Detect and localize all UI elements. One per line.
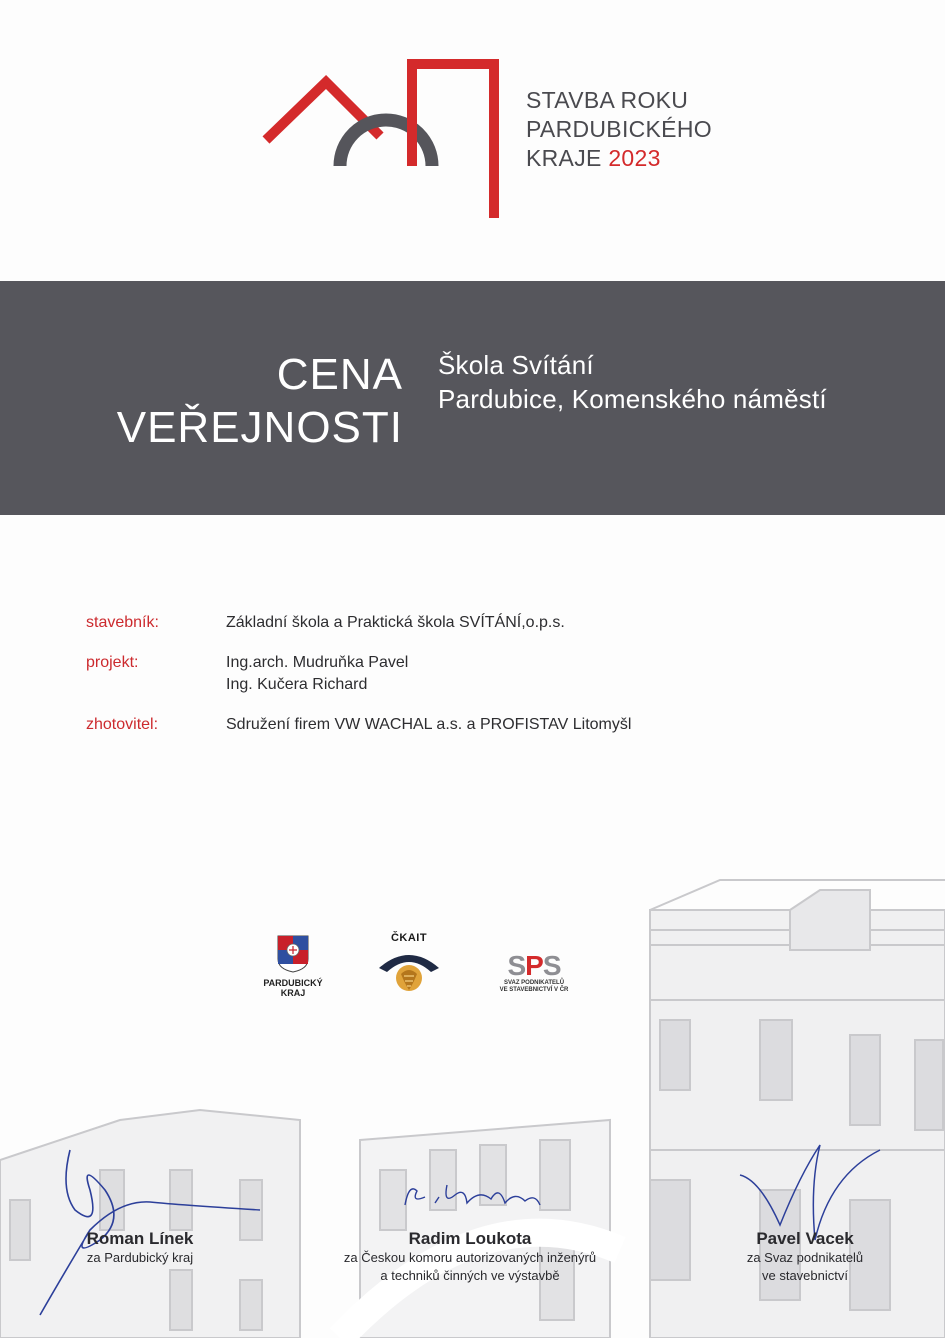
signatory-role: za Pardubický kraj [86,1250,194,1265]
logo-year: 2023 [608,145,661,171]
building-location: Pardubice, Komenského náměstí [438,384,827,414]
building-name: Škola Svítání [438,350,594,380]
sps-caption-1: SVAZ PODNIKATELŮ [503,980,565,986]
logo-line-3 [526,144,712,173]
sps-logo [488,952,580,994]
detail-value-line: Základní škola a Praktická škola SVÍTÁNÍ,o.p.s. [226,614,565,631]
detail-value [226,612,565,634]
detail-value-line: Sdružení firem VW WACHAL a.s. a PROFISTAV Litomyšl [226,716,632,733]
pardubicky-line-1: PARDUBICKÝ [263,978,323,988]
signatory-role-2: ve stavebnictví [762,1268,848,1283]
detail-row-projekt [86,652,866,696]
pardubicky-kraj-logo [252,935,334,998]
detail-row-zhotovitel [86,714,866,736]
stavba-roku-logo-mark [262,58,502,222]
signatory-role: za Českou komoru autorizovaných inženýrů [343,1250,597,1265]
detail-label: zhotovitel: [86,716,159,733]
detail-value-line: Ing. Kučera Richard [226,676,368,693]
logo-line-2: PARDUBICKÉHO [526,116,712,142]
ckait-emblem-icon [377,944,441,1000]
signatory-1 [60,1228,220,1267]
signature-radim-loukota [395,1175,545,1215]
ckait-logo [372,932,446,1005]
signatory-role-2: a techniků činných ve výstavbě [380,1268,560,1283]
logo-line-3-text: KRAJE [526,145,602,171]
detail-label: stavebník: [86,614,159,631]
sps-title [488,952,580,980]
signatory-3 [720,1228,890,1285]
stavba-roku-logo-text [526,86,712,173]
signatory-name: Roman Línek [86,1229,194,1248]
project-details [86,612,866,754]
signatory-name: Pavel Vacek [756,1229,854,1248]
signatory-name: Radim Loukota [408,1229,532,1248]
building-info [438,348,827,416]
detail-value [226,714,631,736]
detail-value [226,652,408,696]
signatory-2 [318,1228,622,1285]
coat-of-arms-icon [277,935,309,973]
detail-label: projekt: [86,654,139,671]
logo-line-1: STAVBA ROKU [526,87,689,113]
sps-caption-2: VE STAVEBNICTVÍ V ČR [499,987,569,993]
sps-letter-p: P [525,950,543,981]
pardubicky-line-2: KRAJ [280,988,306,998]
award-title [117,348,403,454]
ckait-title: ČKAIT [390,932,428,944]
sps-letter-s1: S [507,950,526,981]
sps-letter-s2: S [542,950,561,981]
signatory-role: za Svaz podnikatelů [746,1250,864,1265]
award-line-2: VEŘEJNOSTI [116,403,403,452]
award-line-1: CENA [276,350,403,399]
detail-value-line: Ing.arch. Mudruňka Pavel [226,654,409,671]
detail-row-stavebnik [86,612,866,634]
